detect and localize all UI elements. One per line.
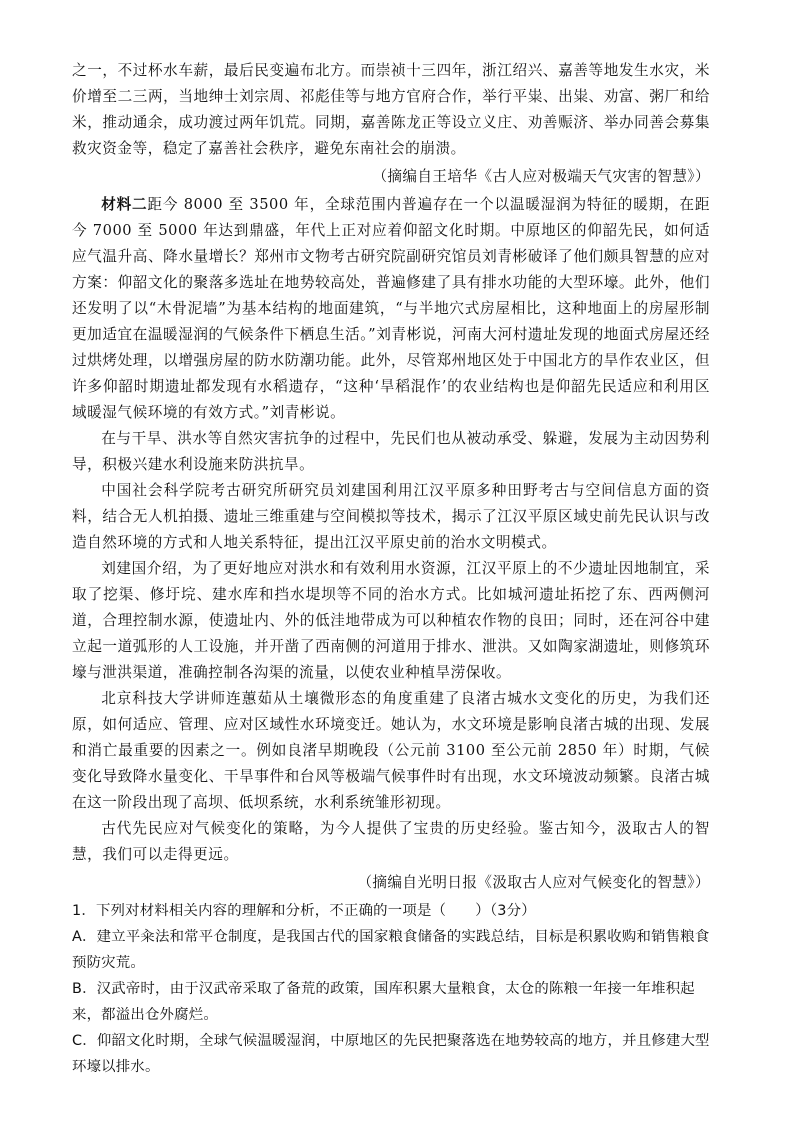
material2-paragraph-6: 古代先民应对气候变化的策略，为今人提供了宝贵的历史经验。鉴古知今，汲取古人的智慧，我们可以走得更远。: [72, 820, 710, 863]
source-citation-2: （摘编自光明日报《汲取古人应对气候变化的智慧》）: [357, 874, 710, 891]
material2-paragraph-4: 刘建国介绍，为了更好地应对洪水和有效利用水资源，江汉平原上的不少遗址因地制宜，采取了挖渠、修圩垸、建水库和挡水堤坝等不同的治水方式。比如城河遗址拓挖了东、西两侧河道，合理控制水源，使遗址内、外的低洼地带成为可以种植农作物的良田；同时，还在河谷中建立起一道弧形的人工设施，并开凿了西南侧的河道用于排水、泄洪。又如陶家湖遗址，则修筑环壕与泄洪渠道，准确控制各沟渠的流量，以使农业种植旱涝保收。: [72, 560, 710, 681]
question-1-option-c: C．仰韶文化时期，全球气候温暖湿润，中原地区的先民把聚落选在地势较高的地方，并且修建大型环壕以排水。: [72, 1033, 710, 1075]
material2-paragraph-1: [72, 192, 710, 426]
material2-label: 材料二: [101, 196, 148, 213]
material2-paragraph-5: 北京科技大学讲师连蕙茹从土壤微形态的角度重建了良渚古城水文变化的历史，为我们还原，如何适应、管理、应对区域性水环境变迁。她认为，水文环境是影响良渚古城的出现、发展和消亡最重要的因素之一。例如良渚早期晚段（公元前 3100 至公元前 2850 年）时期，气候变化导致降水量变化、干旱事件和台风等极端气候事件时有出现，水文环境波动频繁。良渚古城在这一阶段出现了高坝、低坝系统，水利系统雏形初现。: [72, 690, 710, 811]
source-citation-1: （摘编自王培华《古人应对极端天气灾害的智慧》）: [372, 168, 710, 185]
material2-paragraph-1-text: 距今 8000 至 3500 年，全球范围内普遍存在一个以温暖湿润为特征的暖期，在距今 7000 至 5000 年达到鼎盛，年代上正对应着仰韶文化时期。中原地区的仰韶先民，如何适应气温升高、降水量增长？郑州市文物考古研究院副研究馆员刘青彬破译了他们颇具智慧的应对方案：仰韶文化的聚落多选址在地势较高处，普遍修建了具有排水功能的大型环壕。此外，他们还发明了以“木骨泥墙”为基本结构的地面建筑，“与半地穴式房屋相比，这种地面上的房屋形制更加适宜在温暖湿润的气候条件下栖息生活。”刘青彬说，河南大河村遗址发现的地面式房屋还经过烘烤处理，以增强房屋的防水防潮功能。此外，尽管郑州地区处于中国北方的旱作农业区，但许多仰韶时期遗址都发现有水稻遗存，“这种‘旱稻混作’的农业结构也是仰韶先民适应和利用区域暖湿气候环境的有效方式。”刘青彬说。: [72, 196, 710, 421]
question-1-option-a: A．建立平籴法和常平仓制度，是我国古代的国家粮食储备的实践总结，目标是积累收购和销售粮食预防灾荒。: [72, 929, 710, 971]
top-paragraph: 之一，不过杯水车薪，最后民变遍布北方。而崇祯十三四年，浙江绍兴、嘉善等地发生水灾，米价增至二三两，当地绅士刘宗周、祁彪佳等与地方官府合作，举行平粜、出粜、劝富、粥厂和给米，推动通余，成功渡过两年饥荒。同期，嘉善陈龙正等设立义庄、劝善赈济、举办同善会募集救灾资金等，稳定了嘉善社会秩序，避免东南社会的崩溃。: [72, 62, 710, 157]
material2-paragraph-3: 中国社会科学院考古研究所研究员刘建国利用江汉平原多种田野考古与空间信息方面的资料，结合无人机拍摄、遗址三维重建与空间模拟等技术，揭示了江汉平原区域史前先民认识与改造自然环境的方式和人地关系特征，提出江汉平原史前的治水文明模式。: [72, 482, 710, 551]
question-1-option-b: B．汉武帝时，由于汉武帝采取了备荒的政策，国库积累大量粮食，太仓的陈粮一年接一年堆积起来，都溢出仓外腐烂。: [72, 981, 695, 1023]
material2-paragraph-2: 在与干旱、洪水等自然灾害抗争的过程中，先民们也从被动承受、躲避，发展为主动因势利导，积极兴建水利设施来防洪抗旱。: [72, 430, 710, 473]
question-1-stem: 1．下列对材料相关内容的理解和分析，不正确的一项是（ ）（3分）: [72, 903, 536, 919]
